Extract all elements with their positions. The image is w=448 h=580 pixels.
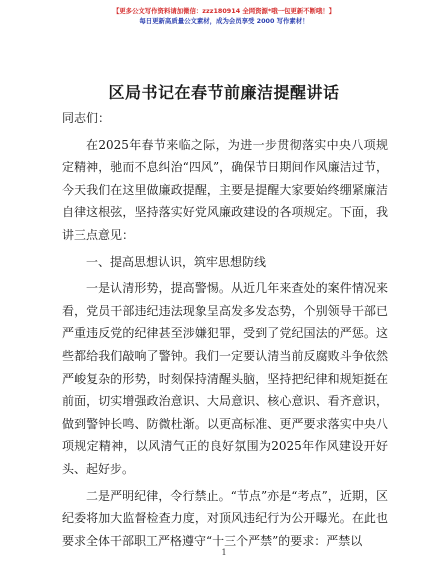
document-body: [62, 107, 388, 556]
document-title: 区局书记在春节前廉洁提醒讲话: [108, 83, 340, 102]
section-heading: 一、提高思想认识，筑牢思想防线: [86, 254, 267, 269]
paragraph: 一是认清形势，提高警惕。从近几年来查处的案件情况来看，党员干部违纪违法现象呈高发多发态势，个别领导干部已严重违反党的纪律甚至涉嫌犯罪，受到了党纪国法的严惩。这些都给我们敲响了警钟。我们一定要认清当前反腐败斗争依然严峻复杂的形势，时刻保持清醒头脑，坚持把纪律和规矩挺在前面，切实增强政治意识、大局意识、核心意识、看齐意识，做到警钟长鸣、防微杜渐。以更高标准、更严要求落实中央八项规定精神，以风清气正的良好氛围为2025年作风建设开好头、起好步。: [62, 281, 388, 476]
paragraph: 在2025年春节来临之际，为进一步贯彻落实中央八项规定精神，驰而不息纠治“四风”，确保节日期间作风廉洁过节，今天我们在这里做廉政提醒，主要是提醒大家要始终绷紧廉洁自律这根弦，坚持落实好党风廉政建设的各项规定。下面，我讲三点意见：: [62, 137, 388, 242]
header-banner: [0, 6, 448, 26]
banner-line-promo: 【更多公文写作资料请加微信：zzz180914 全网资源*哦一包更新不断哦！】: [112, 7, 336, 15]
paragraph: 二是严明纪律，令行禁止。“节点”亦是“考点”，近期，区纪委将加大监督检查力度，对顶风违纪行为公开曝光。在此也要求全体干部职工严格遵守“十三个严禁”的要求：严禁以: [62, 488, 388, 548]
salutation: 同志们：: [62, 111, 111, 125]
page-number: 1: [221, 548, 227, 557]
banner-line-members: 每日更新高质量公文素材，成为会员享受 2000 写作素材！: [139, 17, 309, 25]
